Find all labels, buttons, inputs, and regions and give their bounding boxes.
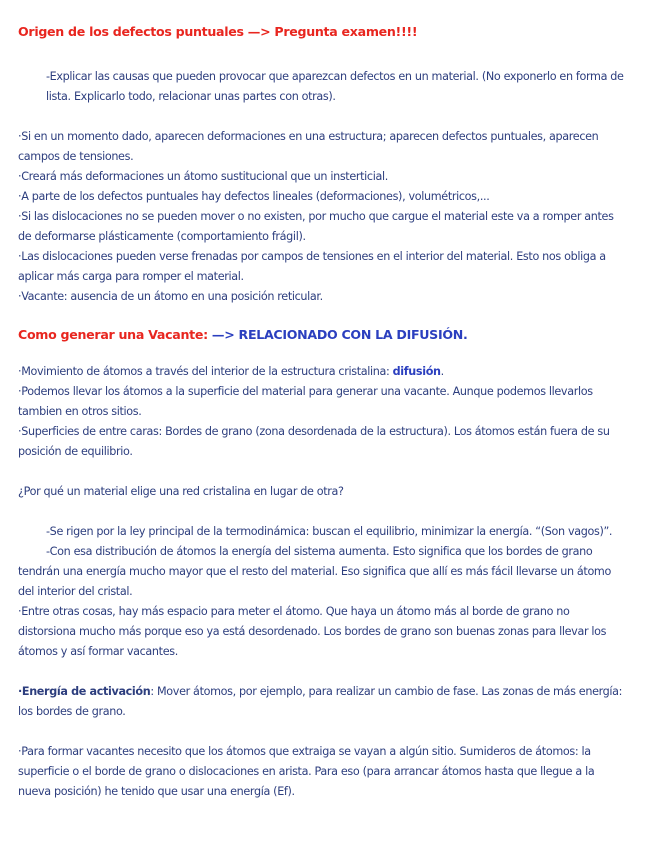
answer-line: -Con esa distribución de átomos la energía del sistema aumenta. Esto significa que los bordes de grano tendrán una energía mucho mayor que el resto del material. Eso significa que allí es más fácil llevarse un átomo del interior del cristal. <box>18 545 611 598</box>
answer-block <box>18 522 628 662</box>
activation-energy-term: ·Energía de activación <box>18 685 151 698</box>
list-item <box>18 362 628 382</box>
list-item: ·Vacante: ausencia de un átomo en una posición reticular. <box>18 290 323 303</box>
answer-line: -Se rigen por la ley principal de la termodinámica: buscan el equilibrio, minimizar la energía. “(Son vagos)”. <box>46 525 613 538</box>
vacante-title-red: Como generar una Vacante: <box>18 327 208 342</box>
difusion-term: difusión <box>392 365 441 378</box>
list-item: ·Superficies de entre caras: Bordes de grano (zona desordenada de la estructura). Los átomos están fuera de su posición de equilibrio. <box>18 425 610 458</box>
difusion-end: . <box>440 365 444 378</box>
defects-list <box>18 127 628 307</box>
question-line: ¿Por qué un material elige una red cristalina en lugar de otra? <box>18 485 344 498</box>
difusion-text: ·Movimiento de átomos a través del interior de la estructura cristalina: <box>18 365 393 378</box>
activation-energy-text: : Mover átomos, por ejemplo, para realizar un cambio de fase. Las zonas de más energía: los bordes de grano. <box>18 685 623 718</box>
section-title-origen: Origen de los defectos puntuales —> Pregunta examen!!!! <box>18 24 418 39</box>
vacancy-list <box>18 362 628 462</box>
vacante-title-blue: —> RELACIONADO CON LA DIFUSIÓN. <box>211 327 468 342</box>
final-paragraph: ·Para formar vacantes necesito que los átomos que extraiga se vayan a algún sitio. Sumideros de átomos: la superficie o el borde de grano o dislocaciones en arista. Para eso (para arrancar átomos hasta que llegue a la nueva posición) he tenido que usar una energía (Ef). <box>18 745 595 798</box>
list-item: ·A parte de los defectos puntuales hay defectos lineales (deformaciones), volumétricos,... <box>18 190 490 203</box>
list-item: ·Podemos llevar los átomos a la superficie del material para generar una vacante. Aunque podemos llevarlos tambien en otros sitios. <box>18 385 593 418</box>
intro-paragraph: -Explicar las causas que pueden provocar que aparezcan defectos en un material. (No exponerlo en forma de lista. Explicarlo todo, relacionar unas partes con otras). <box>46 70 624 103</box>
list-item: ·Las dislocaciones pueden verse frenadas por campos de tensiones en el interior del material. Esto nos obliga a aplicar más carga para romper el material. <box>18 250 606 283</box>
list-item: ·Creará más deformaciones un átomo sustitucional que un insterticial. <box>18 170 388 183</box>
answer-line: ·Entre otras cosas, hay más espacio para meter el átomo. Que haya un átomo más al borde de grano no distorsiona mucho más porque eso ya está desordenado. Los bordes de grano son buenas zonas para llevar los átomos y así formar vacantes. <box>18 605 607 658</box>
section-title-vacante <box>18 327 628 342</box>
list-item: ·Si en un momento dado, aparecen deformaciones en una estructura; aparecen defectos puntuales, aparecen campos de tensiones. <box>18 130 599 163</box>
activation-energy-paragraph <box>18 682 628 722</box>
list-item: ·Si las dislocaciones no se pueden mover o no existen, por mucho que cargue el material este va a romper antes de deformarse plásticamente (comportamiento frágil). <box>18 210 614 243</box>
